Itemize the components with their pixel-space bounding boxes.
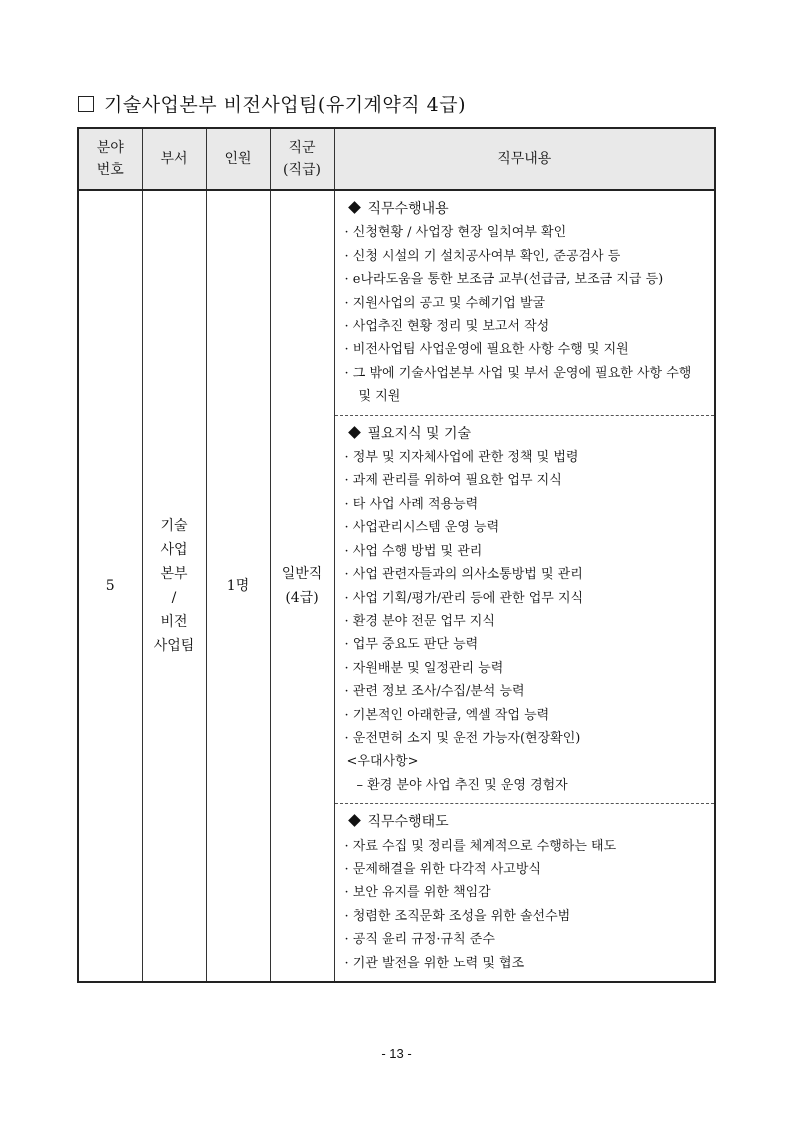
list-item: · 사업관리시스템 운영 능력 (344, 520, 500, 536)
empty-square-icon (78, 96, 94, 112)
diamond-bullet-icon (348, 426, 361, 439)
cell-department: 기술 사업 본부 / 비전 사업팀 (142, 190, 206, 982)
duty-block-attitude (335, 803, 715, 981)
block-title: 직무수행내용 (345, 198, 709, 221)
list-item: · e나라도움을 통한 보조금 교부(선급금, 보조금 지급 등) (344, 272, 664, 288)
preferred-qualification-item: – 환경 분야 사업 추진 및 운영 경험자 (356, 777, 568, 793)
preferred-qualifications-label: <우대사항> (346, 754, 419, 770)
block-title: 직무수행태도 (345, 811, 709, 834)
duty-table (77, 127, 716, 983)
list-item: · 청렴한 조직문화 조성을 위한 솔선수범 (344, 908, 571, 924)
duty-block-knowledge (335, 415, 715, 804)
list-item: · 기관 발전을 위한 노력 및 협조 (344, 955, 525, 971)
list-item: · 자원배분 및 일정관리 능력 (344, 660, 504, 676)
list-item: · 신청현황 / 사업장 현장 일치여부 확인 (344, 225, 567, 241)
cell-duties (334, 190, 715, 982)
cell-headcount: 1명 (206, 190, 270, 982)
cell-grade: 일반직 (4급) (270, 190, 334, 982)
list-item: · 관련 정보 조사/수집/분석 능력 (344, 684, 525, 700)
header-grade: 직군 (직급) (270, 128, 334, 190)
page-number: - 13 - (381, 1046, 412, 1061)
list-item: · 신청 시설의 기 설치공사여부 확인, 준공검사 등 (344, 248, 621, 264)
list-item: · 운전면허 소지 및 운전 가능자(현장확인) (344, 730, 581, 746)
list-item: · 지원사업의 공고 및 수혜기업 발굴 (344, 295, 546, 311)
section-title-text: 기술사업본부 비전사업팀(유기계약직 4급) (104, 94, 467, 116)
list-item: · 사업추진 현황 정리 및 보고서 작성 (344, 319, 550, 335)
header-field-no: 분야 번호 (78, 128, 142, 190)
list-item: · 환경 분야 전문 업무 지식 (344, 613, 495, 629)
diamond-bullet-icon (348, 201, 361, 214)
list-item: · 과제 관리를 위하여 필요한 업무 지식 (344, 473, 562, 489)
list-item: · 문제해결을 위한 다각적 사고방식 (344, 861, 541, 877)
table-header-row (78, 128, 715, 190)
block-title: 필요지식 및 기술 (345, 423, 709, 446)
list-item: · 기본적인 아래한글, 엑셀 작업 능력 (344, 707, 550, 723)
duty-block-performance (335, 191, 715, 415)
list-item: · 비전사업팀 사업운영에 필요한 사항 수행 및 지원 (344, 342, 629, 358)
list-item: · 사업 관련자들과의 의사소통방법 및 관리 (344, 567, 583, 583)
list-item: · 공직 윤리 규정·규칙 준수 (344, 932, 495, 948)
cell-field-no: 5 (78, 190, 142, 982)
list-item: · 정부 및 지자체사업에 관한 정책 및 법령 (344, 450, 579, 466)
table-row (78, 190, 715, 982)
list-item: · 그 밖에 기술사업본부 사업 및 부서 운영에 필요한 사항 수행 및 지원 (344, 365, 692, 405)
list-item: · 타 사업 사례 적용능력 (344, 496, 479, 512)
list-item: · 보안 유지를 위한 책임감 (344, 885, 491, 901)
header-headcount: 인원 (206, 128, 270, 190)
list-item: · 사업 수행 방법 및 관리 (344, 543, 483, 559)
diamond-bullet-icon (348, 814, 361, 827)
list-item: · 업무 중요도 판단 능력 (344, 637, 479, 653)
section-title (78, 90, 466, 117)
header-duties: 직무내용 (334, 128, 715, 190)
list-item: · 자료 수집 및 정리를 체계적으로 수행하는 태도 (344, 838, 617, 854)
header-department: 부서 (142, 128, 206, 190)
list-item: · 사업 기획/평가/관리 등에 관한 업무 지식 (344, 590, 584, 606)
